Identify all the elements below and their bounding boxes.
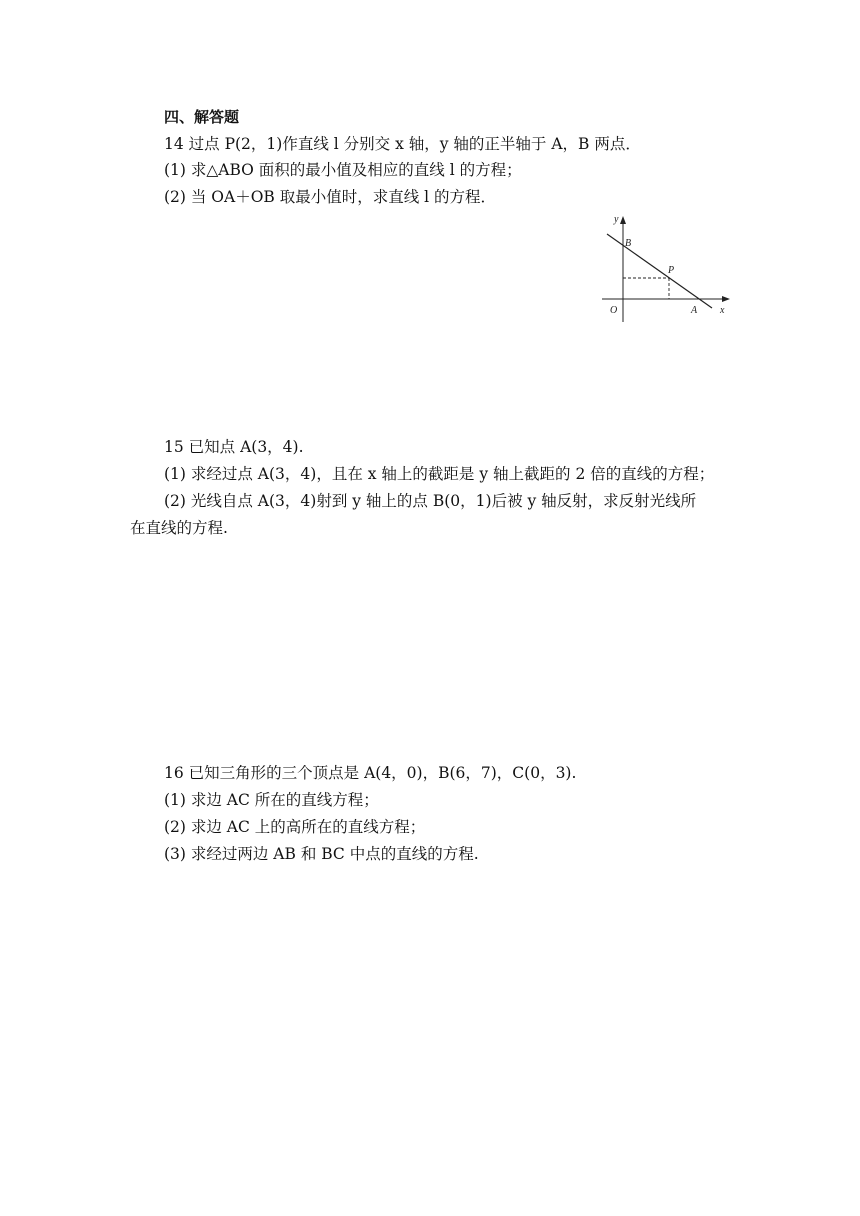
y-axis-arrow (620, 216, 626, 224)
label-y: y (614, 214, 619, 225)
label-B: B (625, 238, 632, 249)
label-O: O (610, 305, 618, 316)
problem-16-statement: 16 已知三角形的三个顶点是 A(4，0)，B(6，7)，C(0，3). (164, 764, 577, 782)
problem-14-part-2: (2) 当 OA＋OB 取最小值时，求直线 l 的方程． (164, 188, 497, 206)
problem-15-part-1: (1) 求经过点 A(3，4)，且在 x 轴上的截距是 y 轴上截距的 2 倍的直线的方程； (164, 465, 715, 483)
problem-15-statement: 15 已知点 A(3，4). (164, 438, 304, 456)
label-x: x (720, 305, 725, 316)
problem-15-part-2: (2) 光线自点 A(3，4)射到 y 轴上的点 B(0，1)后被 y 轴反射，求反射光线所 (164, 492, 697, 510)
coordinate-figure (596, 210, 738, 326)
label-P: P (668, 265, 675, 276)
coordinate-figure-svg (596, 210, 738, 326)
label-A: A (691, 305, 698, 316)
problem-14-part-1: (1) 求△ABO 面积的最小值及相应的直线 l 的方程； (164, 161, 522, 179)
problem-14-statement: 14 过点 P(2，1)作直线 l 分别交 x 轴，y 轴的正半轴于 A，B 两点． (164, 135, 641, 153)
problem-16-part-2: (2) 求边 AC 上的高所在的直线方程； (164, 818, 426, 836)
problem-16-part-1: (1) 求边 AC 所在的直线方程； (164, 791, 379, 809)
section-heading: 四、解答题 (164, 108, 240, 126)
problem-16-part-3: (3) 求经过两边 AB 和 BC 中点的直线的方程. (164, 845, 479, 863)
x-axis-arrow (722, 296, 730, 302)
problem-15-part-2-continued: 在直线的方程. (130, 519, 228, 537)
